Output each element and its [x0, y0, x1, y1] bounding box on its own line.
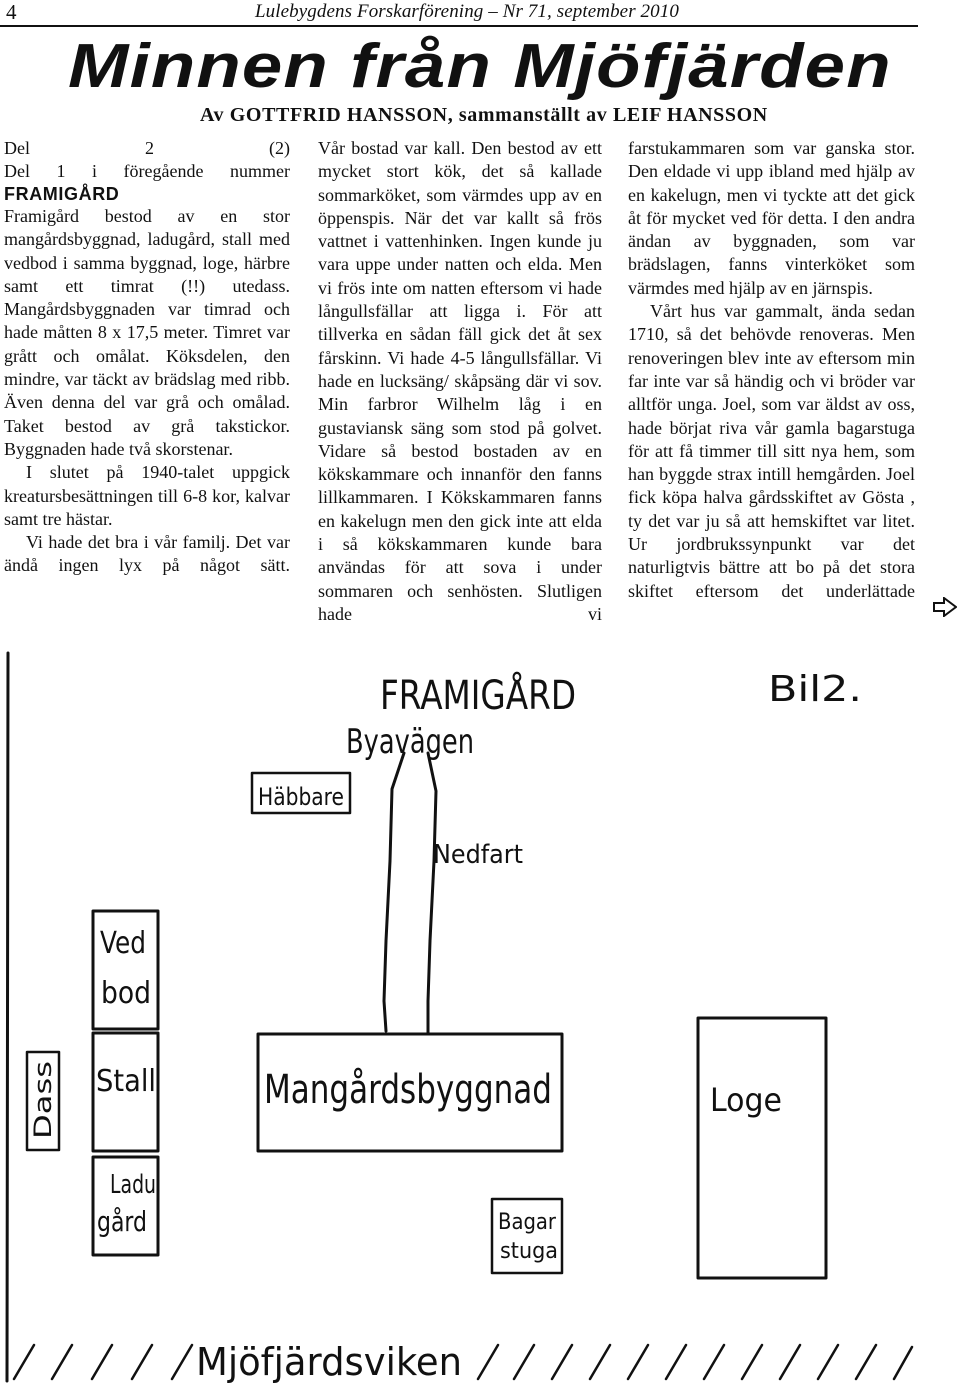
- mangardsbyggnad-label: Mangårdsbyggnad: [264, 1067, 552, 1113]
- text-column-1: [4, 137, 290, 578]
- paragraph: Vårt hus var gammalt, ända sedan 1710, så det behövde renoveras. Men renoveringen blev inte av eftersom min far inte var så händig och vi bröder var alltför unga. Joel, som var äldst av oss, hade börjat riva vår gamla bagarstuga för att få timmer till sitt nya hem, som han byggde strax intill hemgården. Joel fick köpa halva gårdsskiftet av Gösta , ty det var ju så att hemskiftet var litet. Ur jordbrukssynpunkt var det naturligtvis bättre att bo på det stora skiftet eftersom det underlättade: [628, 301, 915, 601]
- dass-label: Dass: [29, 1080, 57, 1139]
- gard-label: gård: [97, 1205, 147, 1238]
- map-title: FRAMIGÅRD: [380, 673, 620, 719]
- byline: Av GOTTFRID HANSSON, sammanställt av LEIF HANSSON: [200, 104, 768, 126]
- text-column-3: [628, 137, 915, 603]
- loge-label: Loge: [710, 1081, 782, 1119]
- part-note: Del 1 i föregående nummer: [4, 161, 290, 181]
- paragraph: farstukammaren som var ganska stor. Den eldade vi upp ibland med hjälp av en kakelugn, men vi tyckte att det gick åt för mycket ved för detta. I den andra ändan av byggnaden, som var brädslagen, fanns vinterköket som värmdes med hjälp av en järnspis.: [628, 138, 915, 298]
- stuga-label: stuga: [500, 1239, 558, 1264]
- habbare-label: Häbbare: [258, 783, 344, 811]
- paragraph: Framigård bestod av en stor mangårdsbyggnad, ladugård, stall med vedbod i samma byggnad, loge, härbre samt ett timrat (!!) utedass. Mangårdsbyggnaden var timrad och hade måtten 8 x 17,5 meter. Timret var grått och omålat. Köksdelen, den mindre, var täckt av brädslag med ribb. Även denna del var grå och omålad. Taket bestod av grå takstickor. Byggnaden hade två skorstenar.: [4, 206, 290, 459]
- map-appendix-label: Bil2.: [768, 669, 862, 710]
- article-title: Minnen från Mjöfjärden: [68, 32, 892, 101]
- page-number: 4: [6, 0, 17, 24]
- road-right-edge: [428, 753, 436, 1033]
- shore-hatching: [14, 1345, 912, 1379]
- arrow-right-outline-icon: [933, 597, 957, 617]
- paragraph: Vår bostad var kall. Den bestod av ett mycket stort kök, det så kallade sommarköket, som värmdes upp av en öppenspis. När det var kallt så frös vattnet i vattenhinken. Ingen kunde ju vara uppe under natten och elda. Men vi frös inte om natten eftersom vi hade långullsfällar att ligga i. För att tillverka en sådan fäll gick det åt sex fårskinn. Vi hade 4-5 långullsfällar. Vi hade en lucksäng/ skåpsäng där vi sov. Min farbror Wilhelm låg i en gustaviansk säng som stod på golvet. Vidare så bestod bostaden av en kökskammare och innanför den fanns lillkammaren. I Kökskammaren fanns en kakelugn men den gick inte att elda i så kökskammaren kunde bara användas för att sova i under sommaren och senhösten. Slutligen hade vi: [318, 138, 602, 624]
- loge-building: [698, 1018, 826, 1278]
- part-label: Del 2 (2): [4, 138, 290, 158]
- journal-title: Lulebygdens Forskarförening – Nr 71, september 2010: [255, 1, 679, 22]
- farm-map-svg: [0, 641, 960, 1397]
- shore-label: Mjöfjärdsviken: [196, 1340, 462, 1384]
- header-rule: [0, 25, 918, 27]
- nedfart-label: Nedfart: [433, 840, 523, 870]
- road-label: Byavägen: [346, 722, 474, 762]
- road-left-edge: [384, 753, 404, 1031]
- bod-label: bod: [101, 976, 151, 1011]
- ved-label: Ved: [100, 926, 146, 961]
- stall-label: Stall: [96, 1064, 156, 1099]
- ladu-label: Ladu: [110, 1170, 156, 1200]
- paragraph: I slutet på 1940-talet uppgick kreatursbesättningen till 6-8 kor, kalvar samt tre hästar.: [4, 462, 290, 529]
- bagar-label: Bagar: [498, 1210, 557, 1235]
- section-heading: FRAMIGÅRD: [4, 184, 120, 204]
- text-column-2: [318, 137, 602, 626]
- paragraph: Vi hade det bra i vår familj. Det var ändå ingen lyx på något sätt.: [4, 532, 290, 576]
- farm-map-drawing: [0, 641, 960, 1397]
- map-left-border: [7, 653, 8, 1381]
- running-header: [0, 0, 960, 26]
